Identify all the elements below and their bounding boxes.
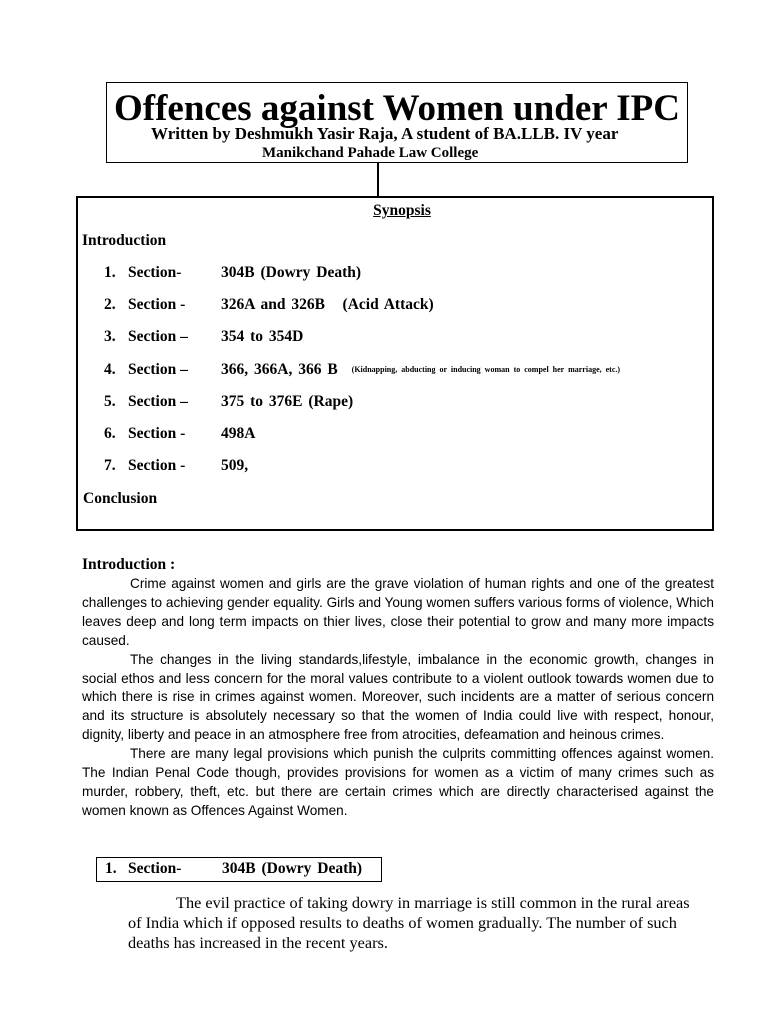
section-1-heading-box: [96, 857, 382, 882]
item-number: 1.: [104, 264, 116, 281]
introduction-body: [82, 575, 714, 821]
synopsis-heading: Synopsis: [373, 202, 431, 219]
item-description: [221, 425, 255, 443]
title-box: [106, 82, 688, 163]
item-description: [221, 296, 434, 314]
synopsis-box: [76, 196, 714, 531]
item-desc-text: 326A and 326B (Acid Attack): [221, 296, 434, 313]
section-1-paragraph: The evil practice of taking dowry in marriage is still common in the rural areas of India which if opposed results to deaths of women gradually. The number of such deaths has increased in the recent years.: [128, 893, 690, 952]
item-number: 4.: [104, 361, 116, 378]
author-byline: Written by Deshmukh Yasir Raja, A student of BA.LLB. IV year: [151, 124, 619, 143]
item-desc-text: 375 to 376E (Rape): [221, 393, 354, 410]
item-description: [221, 457, 248, 475]
item-number: 7.: [104, 457, 116, 474]
section-label: Section-: [128, 860, 182, 877]
item-label: Section -: [128, 425, 186, 442]
item-label: Section –: [128, 361, 188, 378]
item-note: (Kidnapping, abducting or inducing woman to compel her marriage, etc.): [351, 365, 621, 374]
section-number: 1.: [105, 860, 117, 877]
introduction-paragraph: The changes in the living standards,lifestyle, imbalance in the economic growth, changes in social ethos and less concern for the moral values contribute to a violent outlook towards women due to which there is rise in crimes against women. Moreover, such incidents are a matter of serious concern and its structure is absolutely necessary so that the women of India could live with respect, honour, dignity, liberty and peace in an atmosphere free from atrocities, defeamation and heinous crimes.: [82, 651, 714, 743]
item-desc-text: 354 to 354D: [221, 328, 304, 345]
synopsis-conclusion: Conclusion: [83, 490, 158, 507]
item-desc-text: 304B (Dowry Death): [221, 264, 362, 281]
item-description: [221, 361, 620, 379]
introduction-paragraph: There are many legal provisions which punish the culprits committing offences against women. The Indian Penal Code though, provides provisions for women as a victim of many crimes such as murder, robbery, theft, etc. but there are certain crimes which are directly characterised against the women known as Offences Against Women.: [82, 746, 714, 818]
item-label: Section –: [128, 328, 188, 345]
item-label: Section-: [128, 264, 182, 281]
item-label: Section -: [128, 296, 186, 313]
item-number: 2.: [104, 296, 116, 313]
introduction-paragraph: Crime against women and girls are the grave violation of human rights and one of the greatest challenges to achieving gender equality. Girls and Young women suffers various forms of violence, Which leaves deep and long term impacts on thier lives, close their potential to grow and many more impacts caused.: [82, 576, 714, 648]
introduction-heading: Introduction :: [82, 556, 176, 573]
connector-line: [377, 163, 379, 197]
item-desc-text: 366, 366A, 366 B: [221, 361, 338, 378]
item-description: [221, 264, 361, 282]
item-label: Section –: [128, 393, 188, 410]
item-desc-text: 509,: [221, 457, 249, 474]
item-description: [221, 328, 303, 346]
item-desc-text: 498A: [221, 425, 256, 442]
document-title: Offences against Women under IPC: [114, 88, 680, 129]
college-name: Manikchand Pahade Law College: [262, 145, 479, 161]
item-number: 3.: [104, 328, 116, 345]
item-number: 5.: [104, 393, 116, 410]
item-label: Section -: [128, 457, 186, 474]
item-number: 6.: [104, 425, 116, 442]
synopsis-introduction: Introduction: [82, 232, 167, 249]
section-description: 304B (Dowry Death): [222, 860, 363, 877]
item-description: [221, 393, 353, 411]
section-1-body: [128, 893, 698, 953]
